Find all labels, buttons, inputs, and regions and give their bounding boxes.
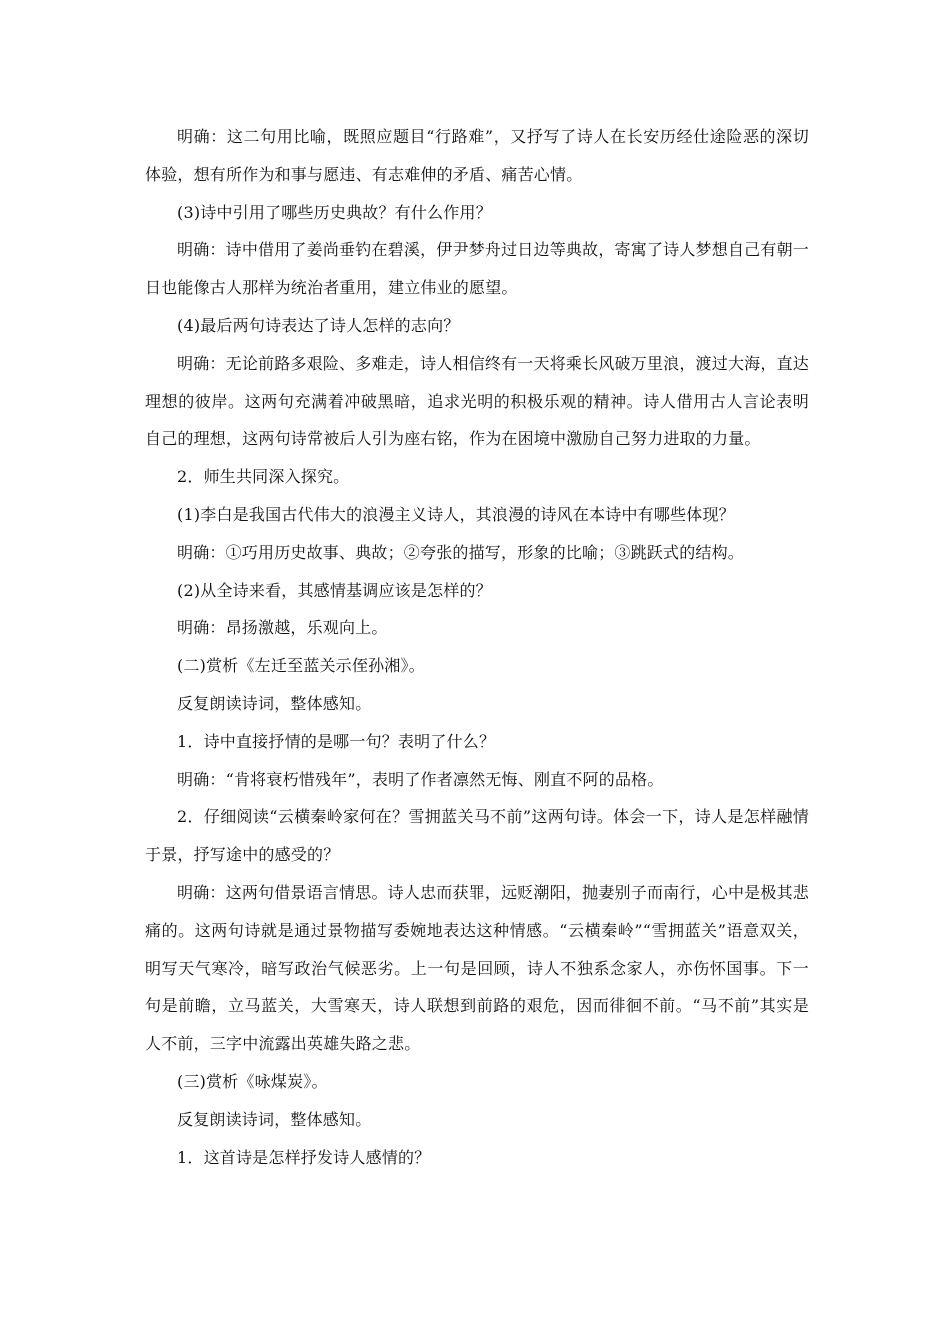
paragraph-question-romantic: (1)李白是我国古代伟大的浪漫主义诗人，其浪漫的诗风在本诗中有哪些体现？ xyxy=(177,504,735,524)
paragraph-answer-lyric: 明确：“肯将衰朽惜残年”，表明了作者凛然无悔、刚直不阿的品格。 xyxy=(177,769,664,789)
paragraph-heading-poem-3: (三)赏析《咏煤炭》。 xyxy=(177,1071,328,1091)
paragraph-answer-romantic: 明确：①巧用历史故事、典故；②夸张的描写，形象的比喻；③跳跃式的结构。 xyxy=(177,542,745,562)
paragraph-section-explore: 2．师生共同深入探究。 xyxy=(177,467,350,487)
paragraph-answer-scenery: 明确：这两句借景语言情思。诗人忠而获罪，远贬潮阳，抛妻别子而南行，心中是极其悲痛的。这两句诗就是通过景物描写委婉地表达这种情感。“云横秦岭”“雪拥蓝关”语意双关，明写天气寒冷，暗写政治气候恶劣。上一句是回顾，诗人不独系念家人，亦伤怀国事。下一句是前瞻，立马蓝关，大雪寒天，诗人联想到前路的艰危，因而徘徊不前。“马不前”其实是人不前，三字中流露出英雄失路之悲。 xyxy=(145,882,809,1054)
paragraph-question-emotion: 1．这首诗是怎样抒发诗人感情的？ xyxy=(177,1147,431,1167)
paragraph-answer-aspiration: 明确：无论前路多艰险、多难走，诗人相信终有一天将乘长风破万里浪，渡过大海，直达理想的彼岸。这两句充满着冲破黑暗，追求光明的积极乐观的精神。诗人借用古人言论表明自己的理想，这两句诗常被后人引为座右铭，作为在困境中激励自己努力进取的力量。 xyxy=(145,353,809,449)
document-body xyxy=(145,118,809,1176)
paragraph-read-instruction-1: 反复朗读诗词，整体感知。 xyxy=(177,693,372,713)
paragraph-heading-poem-2: (二)赏析《左迁至蓝关示侄孙湘》。 xyxy=(177,656,425,676)
paragraph-read-instruction-2: 反复朗读诗词，整体感知。 xyxy=(177,1109,372,1129)
paragraph-answer-tone: 明确：昂扬激越，乐观向上。 xyxy=(177,618,388,638)
paragraph-answer-allusions: 明确：诗中借用了姜尚垂钓在碧溪，伊尹梦舟过日边等典故，寄寓了诗人梦想自己有朝一日也能像古人那样为统治者重用，建立伟业的愿望。 xyxy=(145,240,809,298)
paragraph-question-3: (3)诗中引用了哪些历史典故？有什么作用？ xyxy=(177,202,492,222)
paragraph-question-4: (4)最后两句诗表达了诗人怎样的志向？ xyxy=(177,315,460,335)
paragraph-question-scenery: 2．仔细阅读“云横秦岭家何在？雪拥蓝关马不前”这两句诗。体会一下，诗人是怎样融情于景，抒写途中的感受的？ xyxy=(145,807,809,865)
paragraph-answer-metaphor: 明确：这二句用比喻，既照应题目“行路难”，又抒写了诗人在长安历经仕途险恶的深切体验，想有所作为和事与愿违、有志难伸的矛盾、痛苦心情。 xyxy=(145,127,809,184)
paragraph-question-lyric: 1．诗中直接抒情的是哪一句？表明了什么？ xyxy=(177,731,496,751)
paragraph-question-tone: (2)从全诗来看，其感情基调应该是怎样的？ xyxy=(177,580,492,600)
